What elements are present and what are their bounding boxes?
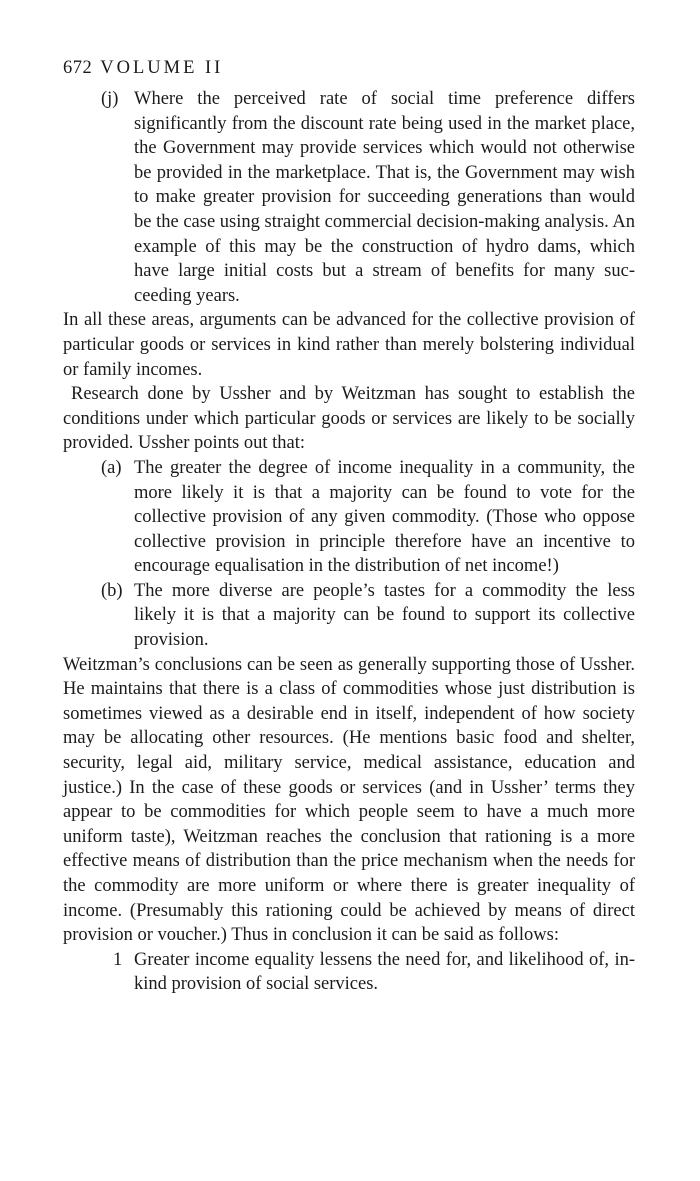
paragraph-collective-provision: In all these areas, arguments can be advanced for the collective provision of particular goods or services in kind rather than merely bolstering individual or family incomes. xyxy=(63,310,635,380)
list-marker: (j) xyxy=(101,89,119,109)
paragraph-research: Research done by Ussher and by Weitzman has sought to establish the conditions under which particular goods or services are likely to be socially provided. Ussher points out that: xyxy=(63,384,635,454)
volume-title: VOLUME II xyxy=(100,58,224,78)
list-marker: 1 xyxy=(113,949,123,970)
list-item-b xyxy=(63,579,635,653)
running-head xyxy=(63,52,635,84)
list-marker: (b) xyxy=(101,580,123,601)
list-item-text: The more diverse are people’s tastes for a commodity the less likely it is that a majority can be found to support its collective provision. xyxy=(134,580,635,651)
list-item-text: The greater the degree of income inequality in a community, the more likely it is that a majority can be found to vote for the collective provision of any given commodity. (Those who oppose collective provision in principle therefore have an incentive to encourage equalisation in the distribution of net income!) xyxy=(134,457,635,577)
list-item-text: Where the perceived rate of social time preference differs significantly from the discount rate being used in the market place, the Government may provide services which would not otherwise be provided in the marketplace. That is, the Government may wish to make greater provision for succeeding generations than would be the case using straight commercial decision-making analysis. An example of this may be the construction of hydro dams, which have large initial costs but a stream of benefits for many succeeding years. xyxy=(134,89,635,306)
list-marker: (a) xyxy=(101,457,122,478)
list-item-1 xyxy=(63,948,635,997)
book-page xyxy=(63,52,635,997)
list-item-a xyxy=(63,456,635,579)
list-item-text: Greater income equality lessens the need for, and likelihood of, in-kind provision of social services. xyxy=(134,949,635,995)
page-number: 672 xyxy=(63,58,93,78)
paragraph-weitzman: Weitzman’s conclusions can be seen as generally supporting those of Ussher. He maintains that there is a class of commodities whose just distribution is sometimes viewed as a desirable end in itself, independent of how society may be allocating other resources. (He mentions basic food and shelter, security, legal aid, military service, medical assistance, education and justice.) In the case of these goods or services (and in Ussher’ terms they appear to be commodities for which people seem to have a much more uniform taste), Weitzman reaches the conclusion that rationing is a more effective means of distribution than the price mechanism when the needs for the commodity are more uniform or where there is greater inequality of income. (Presumably this rationing could be achieved by means of direct provision or voucher.) Thus in conclusion it can be said as follows: xyxy=(63,654,635,946)
list-item-j xyxy=(63,87,635,308)
